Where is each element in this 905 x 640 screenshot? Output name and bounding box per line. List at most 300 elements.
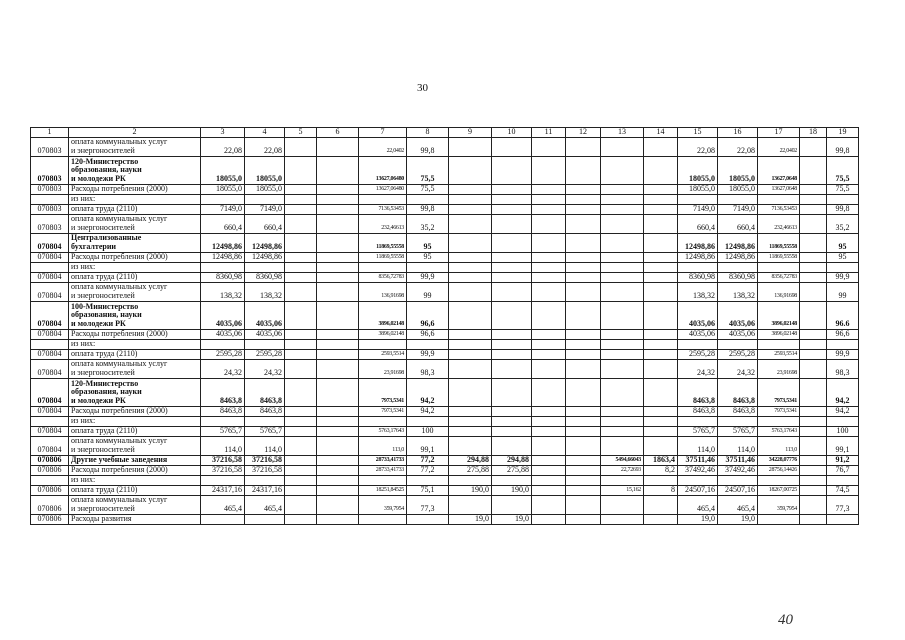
- value-cell: [492, 156, 532, 184]
- value-cell: [532, 233, 566, 252]
- value-cell: [644, 349, 678, 359]
- value-cell: [566, 194, 601, 204]
- value-cell: [566, 214, 601, 233]
- value-cell: [245, 475, 285, 485]
- value-cell: [317, 349, 359, 359]
- value-cell: 75,5: [827, 156, 859, 184]
- value-cell: [800, 184, 827, 194]
- value-cell: [201, 475, 245, 485]
- value-cell: [601, 262, 644, 272]
- value-cell: [449, 184, 492, 194]
- value-cell: [601, 214, 644, 233]
- value-cell: [800, 359, 827, 378]
- value-cell: 95: [827, 233, 859, 252]
- value-cell: [359, 194, 407, 204]
- row-name-cell: оплата коммунальных услуг и энергоносителей: [69, 436, 201, 455]
- value-cell: [532, 194, 566, 204]
- value-cell: 8463,8: [718, 406, 758, 416]
- value-cell: [449, 495, 492, 514]
- value-cell: 99,1: [407, 436, 449, 455]
- value-cell: [285, 426, 317, 436]
- row-name-cell: из них:: [69, 475, 201, 485]
- value-cell: [800, 194, 827, 204]
- value-cell: 12498,86: [718, 233, 758, 252]
- value-cell: [800, 416, 827, 426]
- value-cell: [601, 495, 644, 514]
- value-cell: [644, 282, 678, 301]
- value-cell: [601, 272, 644, 282]
- value-cell: [492, 349, 532, 359]
- value-cell: [317, 194, 359, 204]
- value-cell: [201, 514, 245, 524]
- value-cell: [317, 495, 359, 514]
- value-cell: [407, 475, 449, 485]
- row-name-cell: 120-Министерство образования, науки и молодежи РК: [69, 156, 201, 184]
- value-cell: 91,2: [827, 455, 859, 465]
- value-cell: 99,9: [827, 349, 859, 359]
- value-cell: [532, 465, 566, 475]
- table-row: [31, 272, 859, 282]
- value-cell: 7973,5341: [758, 406, 800, 416]
- value-cell: [317, 301, 359, 329]
- value-cell: [201, 194, 245, 204]
- value-cell: [492, 204, 532, 214]
- value-cell: 8360,98: [718, 272, 758, 282]
- row-code-cell: 070804: [31, 378, 69, 406]
- row-name-cell: оплата труда (2110): [69, 426, 201, 436]
- row-code-cell: 070804: [31, 406, 69, 416]
- value-cell: [359, 262, 407, 272]
- value-cell: 99,8: [827, 204, 859, 214]
- value-cell: 99,8: [407, 137, 449, 156]
- value-cell: 7149,0: [678, 204, 718, 214]
- value-cell: [566, 262, 601, 272]
- value-cell: [532, 204, 566, 214]
- value-cell: [800, 485, 827, 495]
- value-cell: 8360,98: [245, 272, 285, 282]
- value-cell: [532, 485, 566, 495]
- value-cell: 96,6: [407, 329, 449, 339]
- column-header: 14: [644, 128, 678, 138]
- table-row: [31, 495, 859, 514]
- value-cell: [492, 194, 532, 204]
- value-cell: [827, 262, 859, 272]
- page-number: 30: [417, 82, 428, 94]
- value-cell: [678, 416, 718, 426]
- budget-table: [30, 127, 859, 525]
- value-cell: [644, 233, 678, 252]
- row-code-cell: 070803: [31, 156, 69, 184]
- table-row: [31, 514, 859, 524]
- value-cell: [449, 378, 492, 406]
- value-cell: [718, 339, 758, 349]
- value-cell: [644, 156, 678, 184]
- value-cell: [317, 485, 359, 495]
- column-header: 15: [678, 128, 718, 138]
- value-cell: [566, 184, 601, 194]
- value-cell: [449, 436, 492, 455]
- value-cell: [449, 282, 492, 301]
- value-cell: [644, 339, 678, 349]
- value-cell: 37216,58: [245, 455, 285, 465]
- row-name-cell: Расходы потребления (2000): [69, 406, 201, 416]
- table-row: [31, 465, 859, 475]
- value-cell: 75,5: [407, 184, 449, 194]
- value-cell: 8463,8: [718, 378, 758, 406]
- value-cell: [407, 262, 449, 272]
- column-header: 6: [317, 128, 359, 138]
- value-cell: [566, 156, 601, 184]
- value-cell: [285, 204, 317, 214]
- value-cell: [758, 514, 800, 524]
- value-cell: 136,91698: [758, 282, 800, 301]
- value-cell: [827, 339, 859, 349]
- value-cell: [827, 514, 859, 524]
- column-header: 16: [718, 128, 758, 138]
- row-code-cell: 070803: [31, 137, 69, 156]
- row-code-cell: 070804: [31, 233, 69, 252]
- value-cell: [285, 349, 317, 359]
- value-cell: [566, 204, 601, 214]
- value-cell: 74,5: [827, 485, 859, 495]
- value-cell: 114,0: [678, 436, 718, 455]
- table-row: [31, 359, 859, 378]
- value-cell: 100: [827, 426, 859, 436]
- column-header: 13: [601, 128, 644, 138]
- value-cell: 13627,0648: [758, 184, 800, 194]
- value-cell: 114,0: [718, 436, 758, 455]
- value-cell: 75,5: [827, 184, 859, 194]
- value-cell: [601, 156, 644, 184]
- value-cell: [449, 272, 492, 282]
- value-cell: [800, 426, 827, 436]
- value-cell: [800, 301, 827, 329]
- value-cell: [601, 426, 644, 436]
- value-cell: [566, 378, 601, 406]
- value-cell: [449, 204, 492, 214]
- value-cell: [317, 184, 359, 194]
- table-row: [31, 416, 859, 426]
- value-cell: 98,3: [827, 359, 859, 378]
- value-cell: 4035,06: [201, 301, 245, 329]
- value-cell: [566, 137, 601, 156]
- value-cell: 136,91698: [359, 282, 407, 301]
- value-cell: [532, 416, 566, 426]
- value-cell: [492, 359, 532, 378]
- value-cell: [317, 465, 359, 475]
- value-cell: 24,32: [201, 359, 245, 378]
- value-cell: [644, 514, 678, 524]
- value-cell: [201, 416, 245, 426]
- value-cell: [245, 339, 285, 349]
- value-cell: [644, 359, 678, 378]
- value-cell: 8: [644, 485, 678, 495]
- value-cell: [800, 514, 827, 524]
- value-cell: 99,9: [407, 272, 449, 282]
- value-cell: [317, 339, 359, 349]
- value-cell: 18055,0: [245, 156, 285, 184]
- value-cell: [644, 406, 678, 416]
- value-cell: [800, 262, 827, 272]
- row-code-cell: 070804: [31, 359, 69, 378]
- value-cell: [285, 359, 317, 378]
- value-cell: [317, 252, 359, 262]
- value-cell: 8463,8: [678, 406, 718, 416]
- value-cell: 19,0: [678, 514, 718, 524]
- value-cell: [285, 495, 317, 514]
- value-cell: [492, 272, 532, 282]
- value-cell: [532, 214, 566, 233]
- value-cell: [492, 282, 532, 301]
- value-cell: 5765,7: [678, 426, 718, 436]
- value-cell: [678, 475, 718, 485]
- value-cell: [492, 339, 532, 349]
- value-cell: [644, 416, 678, 426]
- value-cell: [317, 233, 359, 252]
- value-cell: [601, 204, 644, 214]
- column-header: 4: [245, 128, 285, 138]
- value-cell: 19,0: [718, 514, 758, 524]
- value-cell: [492, 184, 532, 194]
- value-cell: [644, 214, 678, 233]
- value-cell: [827, 475, 859, 485]
- value-cell: 5763,17643: [359, 426, 407, 436]
- value-cell: [317, 359, 359, 378]
- value-cell: 8463,8: [245, 406, 285, 416]
- value-cell: [678, 194, 718, 204]
- value-cell: 3896,02148: [359, 301, 407, 329]
- value-cell: [359, 514, 407, 524]
- value-cell: [492, 214, 532, 233]
- value-cell: 99: [407, 282, 449, 301]
- value-cell: 22,72693: [601, 465, 644, 475]
- column-header: 2: [69, 128, 201, 138]
- value-cell: 660,4: [201, 214, 245, 233]
- value-cell: 95: [827, 252, 859, 262]
- value-cell: 12498,86: [201, 233, 245, 252]
- value-cell: [566, 272, 601, 282]
- value-cell: [566, 514, 601, 524]
- row-code-cell: 070803: [31, 214, 69, 233]
- value-cell: [532, 282, 566, 301]
- row-name-cell: Расходы потребления (2000): [69, 465, 201, 475]
- value-cell: 23,91698: [758, 359, 800, 378]
- table-row: [31, 156, 859, 184]
- value-cell: [718, 194, 758, 204]
- value-cell: 232,46613: [758, 214, 800, 233]
- value-cell: 660,4: [718, 214, 758, 233]
- value-cell: 22,08: [201, 137, 245, 156]
- value-cell: [601, 194, 644, 204]
- value-cell: 24507,16: [718, 485, 758, 495]
- value-cell: [317, 137, 359, 156]
- value-cell: 5765,7: [201, 426, 245, 436]
- value-cell: 24,32: [678, 359, 718, 378]
- value-cell: 35,2: [827, 214, 859, 233]
- value-cell: 22,08: [245, 137, 285, 156]
- table-row: [31, 137, 859, 156]
- value-cell: 22,08: [718, 137, 758, 156]
- value-cell: 13627,06480: [359, 156, 407, 184]
- column-header: 11: [532, 128, 566, 138]
- value-cell: 94,2: [827, 406, 859, 416]
- row-code-cell: 070806: [31, 485, 69, 495]
- value-cell: [285, 194, 317, 204]
- value-cell: 96,6: [407, 301, 449, 329]
- value-cell: [245, 194, 285, 204]
- value-cell: [532, 378, 566, 406]
- value-cell: 359,7954: [359, 495, 407, 514]
- column-header: 5: [285, 128, 317, 138]
- value-cell: 2593,5514: [359, 349, 407, 359]
- row-code-cell: [31, 194, 69, 204]
- value-cell: 11869,55558: [359, 233, 407, 252]
- value-cell: [317, 282, 359, 301]
- value-cell: [644, 495, 678, 514]
- value-cell: [532, 252, 566, 262]
- value-cell: [644, 426, 678, 436]
- table-row: [31, 301, 859, 329]
- value-cell: [407, 514, 449, 524]
- value-cell: [800, 204, 827, 214]
- value-cell: [566, 252, 601, 262]
- value-cell: [532, 349, 566, 359]
- value-cell: 98,3: [407, 359, 449, 378]
- value-cell: 465,4: [201, 495, 245, 514]
- row-name-cell: Расходы потребления (2000): [69, 184, 201, 194]
- value-cell: 7136,53453: [758, 204, 800, 214]
- column-number-row: [31, 128, 859, 138]
- table-row: [31, 329, 859, 339]
- value-cell: 18055,0: [718, 184, 758, 194]
- value-cell: [566, 416, 601, 426]
- value-cell: [449, 194, 492, 204]
- value-cell: 8360,98: [201, 272, 245, 282]
- value-cell: [285, 436, 317, 455]
- value-cell: 5763,17643: [758, 426, 800, 436]
- row-code-cell: 070806: [31, 455, 69, 465]
- row-code-cell: 070806: [31, 465, 69, 475]
- value-cell: [407, 339, 449, 349]
- value-cell: [245, 416, 285, 426]
- row-name-cell: Расходы потребления (2000): [69, 329, 201, 339]
- row-code-cell: 070804: [31, 426, 69, 436]
- value-cell: [758, 475, 800, 485]
- value-cell: [601, 416, 644, 426]
- row-code-cell: [31, 475, 69, 485]
- value-cell: 24317,16: [201, 485, 245, 495]
- value-cell: 5494,66043: [601, 455, 644, 465]
- value-cell: 12498,86: [718, 252, 758, 262]
- value-cell: 3896,02148: [758, 329, 800, 339]
- value-cell: [601, 233, 644, 252]
- value-cell: [285, 378, 317, 406]
- value-cell: [532, 359, 566, 378]
- value-cell: [317, 214, 359, 233]
- row-code-cell: 070806: [31, 514, 69, 524]
- table-row: [31, 194, 859, 204]
- value-cell: [285, 262, 317, 272]
- value-cell: [285, 455, 317, 465]
- table-row: [31, 485, 859, 495]
- row-code-cell: 070804: [31, 282, 69, 301]
- value-cell: [449, 214, 492, 233]
- value-cell: 99,8: [827, 137, 859, 156]
- value-cell: 18055,0: [201, 184, 245, 194]
- value-cell: 94,2: [407, 378, 449, 406]
- value-cell: [285, 252, 317, 262]
- value-cell: [678, 262, 718, 272]
- value-cell: 18267,00725: [758, 485, 800, 495]
- value-cell: 8356,72783: [758, 272, 800, 282]
- value-cell: [449, 475, 492, 485]
- value-cell: [718, 262, 758, 272]
- table-row: [31, 252, 859, 262]
- value-cell: 138,32: [201, 282, 245, 301]
- value-cell: [601, 282, 644, 301]
- row-code-cell: 070804: [31, 349, 69, 359]
- value-cell: [492, 378, 532, 406]
- table-row: [31, 204, 859, 214]
- value-cell: [407, 194, 449, 204]
- value-cell: [285, 233, 317, 252]
- value-cell: [566, 485, 601, 495]
- row-name-cell: оплата труда (2110): [69, 272, 201, 282]
- value-cell: 8,2: [644, 465, 678, 475]
- value-cell: [644, 137, 678, 156]
- value-cell: [449, 426, 492, 436]
- table-row: [31, 282, 859, 301]
- value-cell: [285, 282, 317, 301]
- value-cell: 5765,7: [718, 426, 758, 436]
- row-code-cell: 070804: [31, 252, 69, 262]
- value-cell: [644, 301, 678, 329]
- column-header: 9: [449, 128, 492, 138]
- value-cell: 28756,14426: [758, 465, 800, 475]
- value-cell: [492, 262, 532, 272]
- value-cell: [758, 416, 800, 426]
- value-cell: 23,91698: [359, 359, 407, 378]
- row-code-cell: 070803: [31, 184, 69, 194]
- value-cell: [449, 406, 492, 416]
- value-cell: [285, 301, 317, 329]
- value-cell: [678, 339, 718, 349]
- value-cell: [644, 262, 678, 272]
- value-cell: [601, 378, 644, 406]
- row-code-cell: 070804: [31, 301, 69, 329]
- value-cell: 12498,86: [678, 233, 718, 252]
- value-cell: [644, 378, 678, 406]
- value-cell: 96,6: [827, 329, 859, 339]
- value-cell: [449, 359, 492, 378]
- value-cell: [449, 262, 492, 272]
- table-row: [31, 262, 859, 272]
- value-cell: [285, 406, 317, 416]
- value-cell: [317, 514, 359, 524]
- value-cell: [532, 262, 566, 272]
- value-cell: 294,88: [449, 455, 492, 465]
- value-cell: [317, 156, 359, 184]
- row-name-cell: оплата коммунальных услуг и энергоносителей: [69, 282, 201, 301]
- value-cell: [800, 339, 827, 349]
- value-cell: 24,32: [245, 359, 285, 378]
- value-cell: 94,2: [407, 406, 449, 416]
- value-cell: 99,9: [827, 272, 859, 282]
- row-code-cell: 070806: [31, 495, 69, 514]
- value-cell: [532, 137, 566, 156]
- row-name-cell: из них:: [69, 194, 201, 204]
- row-code-cell: [31, 262, 69, 272]
